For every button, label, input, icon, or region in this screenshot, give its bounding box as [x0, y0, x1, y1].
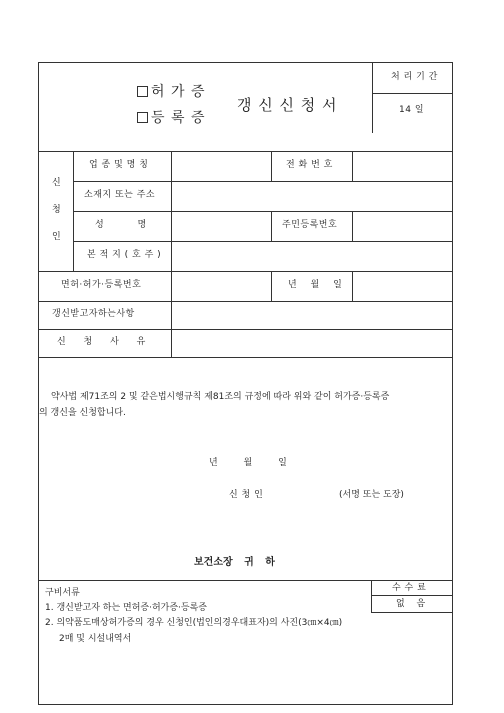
license-date-field[interactable]	[353, 272, 451, 300]
processing-period-label: 처 리 기 간	[391, 72, 438, 82]
option-permit-label: 허 가 증	[151, 84, 206, 100]
permit-checkbox[interactable]	[137, 86, 148, 97]
option-permit	[137, 85, 205, 99]
statement-line-2: 의 갱신을 신청합니다.	[39, 408, 126, 418]
addressee: 보건소장 귀 하	[194, 557, 275, 568]
domicile-label: 본 적 지 ( 호 주 )	[87, 250, 162, 260]
statement-line-1: 약사법 제71조의 2 및 같은법시행규칙 제81조의 규정에 따라 위와 같이 허가증·등록증	[51, 392, 390, 402]
renewal-item-label: 갱신받고자하는사항	[52, 309, 135, 319]
applicant-label-2: 청	[52, 205, 62, 215]
applicant-signature-label: 신 청 인	[229, 490, 264, 500]
application-date: 년 월 일	[209, 458, 288, 468]
business-name-field[interactable]	[172, 152, 270, 180]
license-number-label: 면허·허가·등록번호	[61, 280, 142, 290]
registration-checkbox[interactable]	[137, 112, 148, 123]
resident-number-label: 주민등록번호	[282, 220, 338, 230]
applicant-label-1: 신	[52, 178, 62, 188]
signature-hint: (서명 또는 도장)	[339, 490, 404, 500]
name-label	[95, 221, 167, 230]
fee-value: 없 음	[396, 599, 426, 609]
address-field[interactable]	[172, 182, 451, 210]
renewal-application-form	[38, 62, 453, 705]
reason-label: 신 청 사 유	[57, 337, 146, 347]
renewal-item-field[interactable]	[172, 302, 451, 328]
domicile-field[interactable]	[172, 242, 451, 270]
name-field[interactable]	[172, 212, 270, 240]
form-title: 갱 신 신 청 서	[237, 96, 338, 114]
license-date-label: 년 월 일	[288, 280, 343, 290]
resident-number-field[interactable]	[353, 212, 451, 240]
required-docs-title: 구비서류	[45, 588, 80, 598]
processing-period-value: 14 일	[399, 105, 425, 115]
applicant-label-3: 인	[52, 232, 62, 242]
required-doc-2: 2. 의약품도매상허가증의 경우 신청인(법인의경우대표자)의 사진(3㎝×4㎝)	[45, 618, 343, 628]
business-name-label: 업 종 및 명 칭	[89, 160, 149, 170]
required-doc-2-cont: 2매 및 시설내역서	[59, 634, 132, 644]
phone-label: 전 화 번 호	[286, 160, 333, 170]
fee-label: 수 수 료	[392, 583, 427, 593]
license-number-field[interactable]	[172, 272, 270, 300]
phone-field[interactable]	[353, 152, 451, 180]
address-label: 소재지 또는 주소	[84, 190, 156, 200]
option-registration	[137, 111, 205, 125]
required-doc-1: 1. 갱신받고자 하는 면허증·허가증·등록증	[45, 603, 207, 613]
name-label-text: 성 명	[95, 220, 147, 230]
signature-field[interactable]	[279, 485, 339, 503]
reason-field[interactable]	[172, 330, 451, 356]
option-registration-label: 등 록 증	[151, 110, 206, 126]
